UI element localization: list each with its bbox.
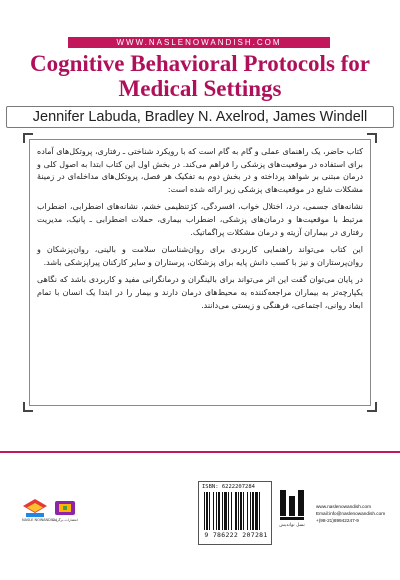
award-badge xyxy=(22,498,57,526)
publisher-name: نسل نواندیش xyxy=(279,523,305,528)
description-paragraph: این کتاب می‌تواند راهنمایی کاربردی برای روان‌شناسان سلامت و بالینی، روان‌پزشکان و روان‌پرستاران و نیز با کسب دانش پایه برای پزشکان، پرستاران و سایر کارکنان پیراپزشکی باشد. xyxy=(37,245,363,267)
publisher-logo-icon xyxy=(278,488,306,522)
barcode-bars xyxy=(203,492,269,530)
description-paragraph: نشانه‌های جسمی، درد، اختلال خواب، افسردگی، کژتنظیمی خشم، نشانه‌های اضطرابی، اضطراب مرتبط با موقعیت‌ها و درمان‌های پزشکی، اضطراب بیماری، حملات اضطرابی ـ پانیک، مدیریت رفتاری در بیماران آزیته و درمان مشکلات پراگماتیک. xyxy=(37,202,363,237)
award-badge-caption: NASLE NOWANDISH xyxy=(22,518,57,522)
description-paragraph: در پایان می‌توان گفت این اثر می‌تواند برای بالینگران و درمانگرانی مفید و کاربردی باشد که نگاهی یکپارچه‌تر به بیماران مراجعه‌کننده به محیط‌های درمان دارند و بیمار را در ابتدا یک انسان با تمام ابعاد روانی، اجتماعی، فرهنگی و زیستی می‌دانند. xyxy=(37,275,363,310)
authors: Jennifer Labuda, Bradley N. Axelrod, James Windell xyxy=(6,106,394,128)
contact-email: Email:info@naslenowandish.com xyxy=(316,511,386,516)
frame-corner xyxy=(367,402,377,412)
book-title-line-1: Cognitive Behavioral Protocols for xyxy=(29,51,371,76)
barcode xyxy=(198,481,272,545)
frame-corner xyxy=(367,133,377,143)
description-paragraph: کتاب حاضر، یک راهنمای عملی و گام به گام است که با رویکرد شناختی ـ رفتاری، پروتکل‌های آماده برای استفاده در موقعیت‌های پزشکی را فراهم می‌کند. در بخش اول این کتاب ابتدا به اصول کلی و درمان مبتنی بر شواهد پرداخته و در بخش دوم به تفکیک هر فصل، پروتکل‌های مداخله‌ای در زمینهٔ مشکلات شایع در موقعیت‌های پزشکی زیر ارائه شده است: xyxy=(37,147,363,194)
frame-corner xyxy=(23,133,33,143)
website-banner: WWW.NASLENOWANDISH.COM xyxy=(68,37,330,48)
publisher-contact xyxy=(316,503,396,524)
accent-divider xyxy=(0,451,400,453)
award-badge-icon xyxy=(52,498,78,518)
award-badge xyxy=(52,498,78,526)
contact-website: www.naslenowandish.com xyxy=(316,504,371,509)
award-badge-caption: انتشارات برگزیده xyxy=(52,518,78,522)
description-text xyxy=(37,146,363,402)
award-badge-icon xyxy=(22,498,48,518)
book-title xyxy=(10,51,390,101)
frame-corner xyxy=(23,402,33,412)
isbn-label: ISBN: 6222207284 xyxy=(202,484,255,490)
contact-phone: +(98-21)89942247-9 xyxy=(316,518,359,523)
book-title-line-2: Medical Settings xyxy=(118,76,282,101)
barcode-number: 9 786222 207281 xyxy=(204,531,268,539)
